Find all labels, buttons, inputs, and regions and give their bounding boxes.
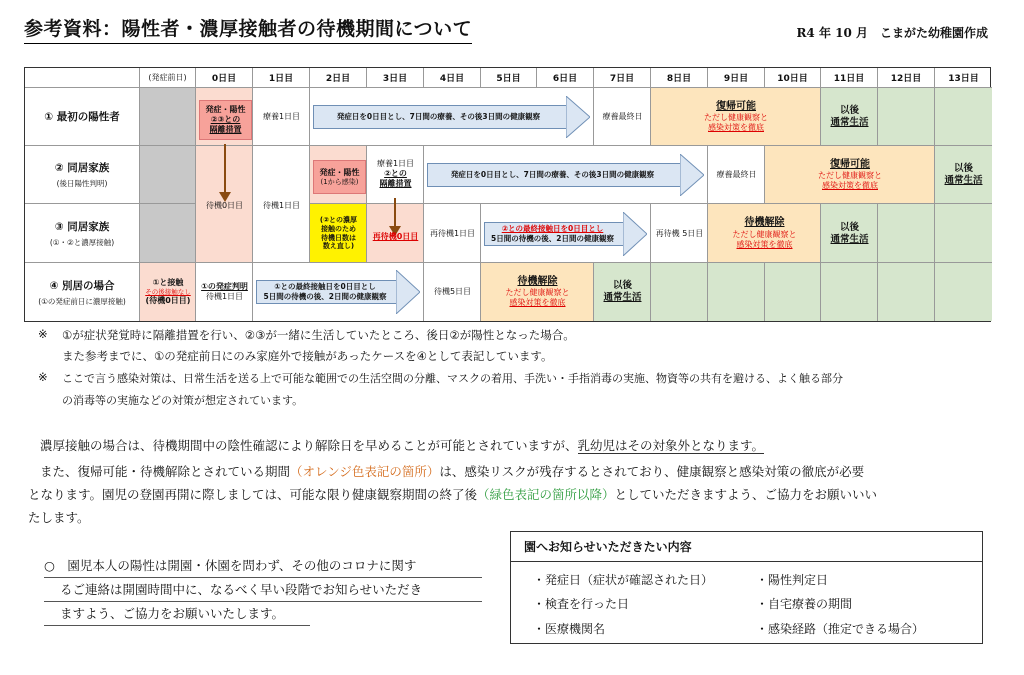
header-cell-day5: 5日目 — [481, 68, 537, 88]
note-2b: の消毒等の実施などの対策が想定されています。 — [62, 394, 304, 407]
header-cell-day1: 1日目 — [253, 68, 310, 88]
header-cell-day13: 13日目 — [935, 68, 992, 88]
header-cell-preonset: (発症前日) — [140, 68, 196, 88]
cell — [878, 263, 935, 321]
r4-day0-1: ①の発症判明 — [201, 282, 248, 291]
r2-onset-2: (1から感染) — [320, 177, 359, 186]
r3-after-1: 以後 — [839, 221, 859, 233]
r3-rewait1: 再待機1日目 — [429, 228, 476, 238]
notice-line-2: るご連絡は開園時間中に、なるべく早い段階でお知らせいただき — [44, 578, 482, 602]
row-label-1-title: ① 最初の陽性者 — [44, 111, 120, 123]
r4-release-title: 待機解除 — [517, 275, 558, 287]
cell — [821, 263, 878, 321]
header-cell-day10: 10日目 — [765, 68, 821, 88]
header-cell-day3: 3日目 — [367, 68, 424, 88]
r2-return-title: 復帰可能 — [830, 158, 870, 170]
body-paragraph-2 — [28, 460, 988, 529]
r2-return — [765, 146, 935, 204]
issuer-date: R4 年 10 月 こまがた幼稚園作成 — [796, 26, 988, 40]
body-p2c: は、感染リスクが残存するとされており、健康観察と感染対策の徹底が必要 — [439, 464, 865, 479]
note-1a: ①が症状発覚時に隔離措置を行い、②③が一緒に生活していたところ、後日②が陽性となった場合。 — [62, 328, 575, 342]
r2-after-1: 以後 — [953, 163, 973, 175]
info-box-divider — [511, 561, 982, 562]
r4-release-sub1: ただし健康観察と — [505, 288, 570, 298]
body-p2a: また、復帰可能・待機解除とされている期間 — [40, 464, 291, 479]
r1-after-2: 通常生活 — [830, 117, 869, 128]
r4-after-1: 以後 — [612, 280, 632, 292]
note-1b: また参考までに、①の発症前日にのみ家庭外で接触があったケースを④として表記しています。 — [62, 349, 553, 363]
info-box — [510, 531, 983, 644]
header-cell-day6: 6日目 — [537, 68, 594, 88]
r1-after — [821, 88, 878, 146]
cell — [140, 146, 196, 204]
r2-wait0: 待機0日目 — [205, 201, 244, 210]
r1-onset-box — [199, 100, 252, 140]
down-arrow-icon — [215, 144, 235, 204]
r3-arrow — [484, 212, 647, 256]
r2-after-2: 通常生活 — [944, 175, 983, 186]
r1-day1: 療養1日目 — [262, 112, 301, 121]
body-p2e: （緑色表記の箇所以降） — [477, 487, 615, 502]
r2-return-sub2: 感染対策を徹底 — [822, 181, 878, 191]
row-label-3 — [25, 204, 140, 263]
r4-day0 — [196, 263, 253, 321]
body-p2d: となります。園児の登園再開に際しましては、可能な限り健康観察期間の終了後 — [28, 487, 478, 502]
note-mark-2: ※ — [38, 370, 48, 384]
row-label-2 — [25, 146, 140, 204]
info-item-home-period: ・自宅療養の期間 — [756, 597, 853, 611]
header-cell-day0: 0日目 — [196, 68, 253, 88]
r1-return-sub1: ただし健康観察と — [704, 113, 768, 123]
r3-rewait5: 再待機 5日目 — [655, 228, 704, 238]
r2-wait1: 待機1日目 — [262, 201, 301, 210]
r4-after — [594, 263, 651, 321]
info-item-route: ・感染経路（推定できる場合） — [756, 622, 925, 636]
r2-arrow-label: 発症日を0日目とし、7日間の療養、その後3日間の健康観察 — [450, 169, 655, 179]
cell — [878, 88, 935, 146]
r3-arrow-1: ②との最終接触日を0日目とし — [501, 223, 604, 233]
r2-onset-box — [313, 160, 366, 194]
arrow-head-icon — [566, 96, 590, 138]
cell — [651, 263, 708, 321]
r4-pre-1: ①と接触 — [152, 277, 184, 287]
header-cell-day8: 8日目 — [651, 68, 708, 88]
r3-arrow-2: 5日間の待機の後、2日間の健康観察 — [491, 234, 614, 243]
r2-onset-1: 発症・陽性 — [319, 167, 360, 177]
r3-reset — [310, 204, 367, 263]
header-cell-day9: 9日目 — [708, 68, 765, 88]
info-item-positive-date: ・陽性判定日 — [756, 573, 829, 587]
r2-day3 — [367, 152, 424, 196]
header-cell-day11: 11日目 — [821, 68, 878, 88]
r4-pre-3: (待機0日目) — [145, 296, 191, 306]
r2-after — [935, 146, 992, 204]
r1-arrow — [313, 96, 590, 138]
notice-line-3: ますよう、ご協力をお願いいたします。 — [44, 602, 310, 626]
arrow-head-icon — [396, 270, 420, 314]
r1-onset-1: 発症・陽性 — [205, 105, 246, 114]
header-cell-day4: 4日目 — [424, 68, 481, 88]
cell — [140, 204, 196, 263]
row-label-4 — [25, 263, 140, 321]
r1-day7: 療養最終日 — [602, 112, 643, 121]
cell — [935, 204, 992, 263]
r1-onset-2: ②③との — [210, 115, 241, 124]
header-cell-empty — [25, 68, 140, 88]
info-item-test-date: ・検査を行った日 — [533, 597, 630, 611]
schedule-table — [24, 67, 991, 322]
r2-return-sub1: ただし健康観察と — [818, 171, 882, 181]
note-mark-1: ※ — [38, 327, 48, 341]
r1-arrow-label: 発症日を0日目とし、7日間の療養、その後3日間の健康観察 — [336, 111, 541, 121]
r3-release — [708, 204, 821, 263]
cell — [708, 263, 765, 321]
r3-reset-2: 接触のため — [321, 224, 356, 233]
r1-after-1: 以後 — [839, 105, 859, 117]
r4-arrow-2: 5日間の待機の後、2日間の健康観察 — [263, 292, 387, 301]
info-item-onset: ・発症日（症状が確認された日） — [533, 573, 714, 587]
info-item-clinic: ・医療機関名 — [533, 622, 606, 636]
row-label-4-sub: (①の発症前日に濃厚接触) — [38, 296, 126, 306]
r3-reset-1: (②との濃厚 — [319, 216, 358, 224]
cell — [878, 204, 935, 263]
row-label-2-sub: (後日陽性判明) — [56, 179, 108, 188]
notice-line-1: ○ 園児本人の陽性は開園・休園を問わず、その他のコロナに関す — [44, 554, 482, 578]
row-label-4-title: ④ 別居の場合 — [49, 279, 115, 292]
r3-release-title: 待機解除 — [744, 217, 785, 229]
r4-day0-2: 待機1日目 — [205, 292, 244, 301]
r2-day3-1: 療養1日目 — [376, 159, 415, 168]
r2-day3-3: 隔離措置 — [379, 179, 412, 188]
body-p1a: 濃厚接触の場合は、待機期間中の陰性確認により解除日を早めることが可能とされていますが、 — [40, 438, 578, 453]
body-paragraph-1 — [28, 434, 988, 457]
notice-text — [44, 554, 482, 626]
r3-after — [821, 204, 878, 263]
r4-pre — [140, 263, 196, 321]
cell — [935, 263, 992, 321]
body-p2b: （オレンジ色表記の箇所） — [290, 464, 440, 479]
r1-return — [651, 88, 821, 146]
r1-onset-3: 隔離措置 — [209, 125, 242, 134]
r3-release-sub2: 感染対策を徹底 — [736, 239, 793, 249]
r2-last: 療養最終日 — [716, 170, 757, 179]
cell — [765, 263, 821, 321]
r2-arrow — [427, 154, 704, 196]
row-label-2-title: ② 同居家族 — [54, 162, 110, 174]
note-2a: ここで言う感染対策は、日常生活を送る上で可能な範囲での生活空間の分離、マスクの着用、手洗い・手指消毒の実施、物資等の共有を避ける、よく触る部分 — [62, 372, 843, 385]
arrow-head-icon — [680, 154, 704, 196]
header-cell-day2: 2日目 — [310, 68, 367, 88]
header-cell-day12: 12日目 — [878, 68, 935, 88]
body-p1b: 乳幼児はその対象外となります。 — [577, 438, 765, 453]
cell — [140, 88, 196, 146]
r3-rewait0: 再待機0日目 — [372, 232, 419, 241]
arrow-head-icon — [623, 212, 647, 256]
header-cell-day7: 7日目 — [594, 68, 651, 88]
r3-reset-3: 待機日数は — [321, 233, 356, 242]
info-box-title: 園へお知らせいただきたい内容 — [524, 540, 692, 554]
r3-after-2: 通常生活 — [830, 233, 869, 245]
cell — [935, 88, 992, 146]
r4-release-sub2: 感染対策を徹底 — [509, 298, 566, 308]
body-p2f: としていただきますよう、ご協力をお願いいい — [614, 487, 878, 502]
r4-wait5: 待機5日目 — [433, 287, 472, 296]
page-title: 参考資料：陽性者・濃厚接触者の待機期間について — [24, 14, 472, 44]
row-label-3-title: ③ 同居家族 — [54, 220, 110, 233]
r1-return-sub2: 感染対策を徹底 — [708, 123, 764, 133]
row-label-3-sub: (①・②と濃厚接触) — [49, 237, 115, 247]
body-p2g: たします。 — [28, 510, 90, 525]
row-label-1 — [25, 88, 140, 146]
r3-reset-4: 数え直し) — [322, 242, 355, 251]
r4-pre-2: その後接触なし — [145, 287, 191, 296]
r4-arrow-1: ①との最終接触日を0日目とし — [274, 281, 376, 291]
r1-return-title: 復帰可能 — [716, 100, 756, 112]
r4-release — [481, 263, 594, 321]
r2-day3-2: ②との — [384, 169, 407, 178]
r3-release-sub1: ただし健康観察と — [732, 229, 797, 239]
r4-arrow — [256, 270, 420, 314]
r4-after-2: 通常生活 — [603, 292, 642, 303]
